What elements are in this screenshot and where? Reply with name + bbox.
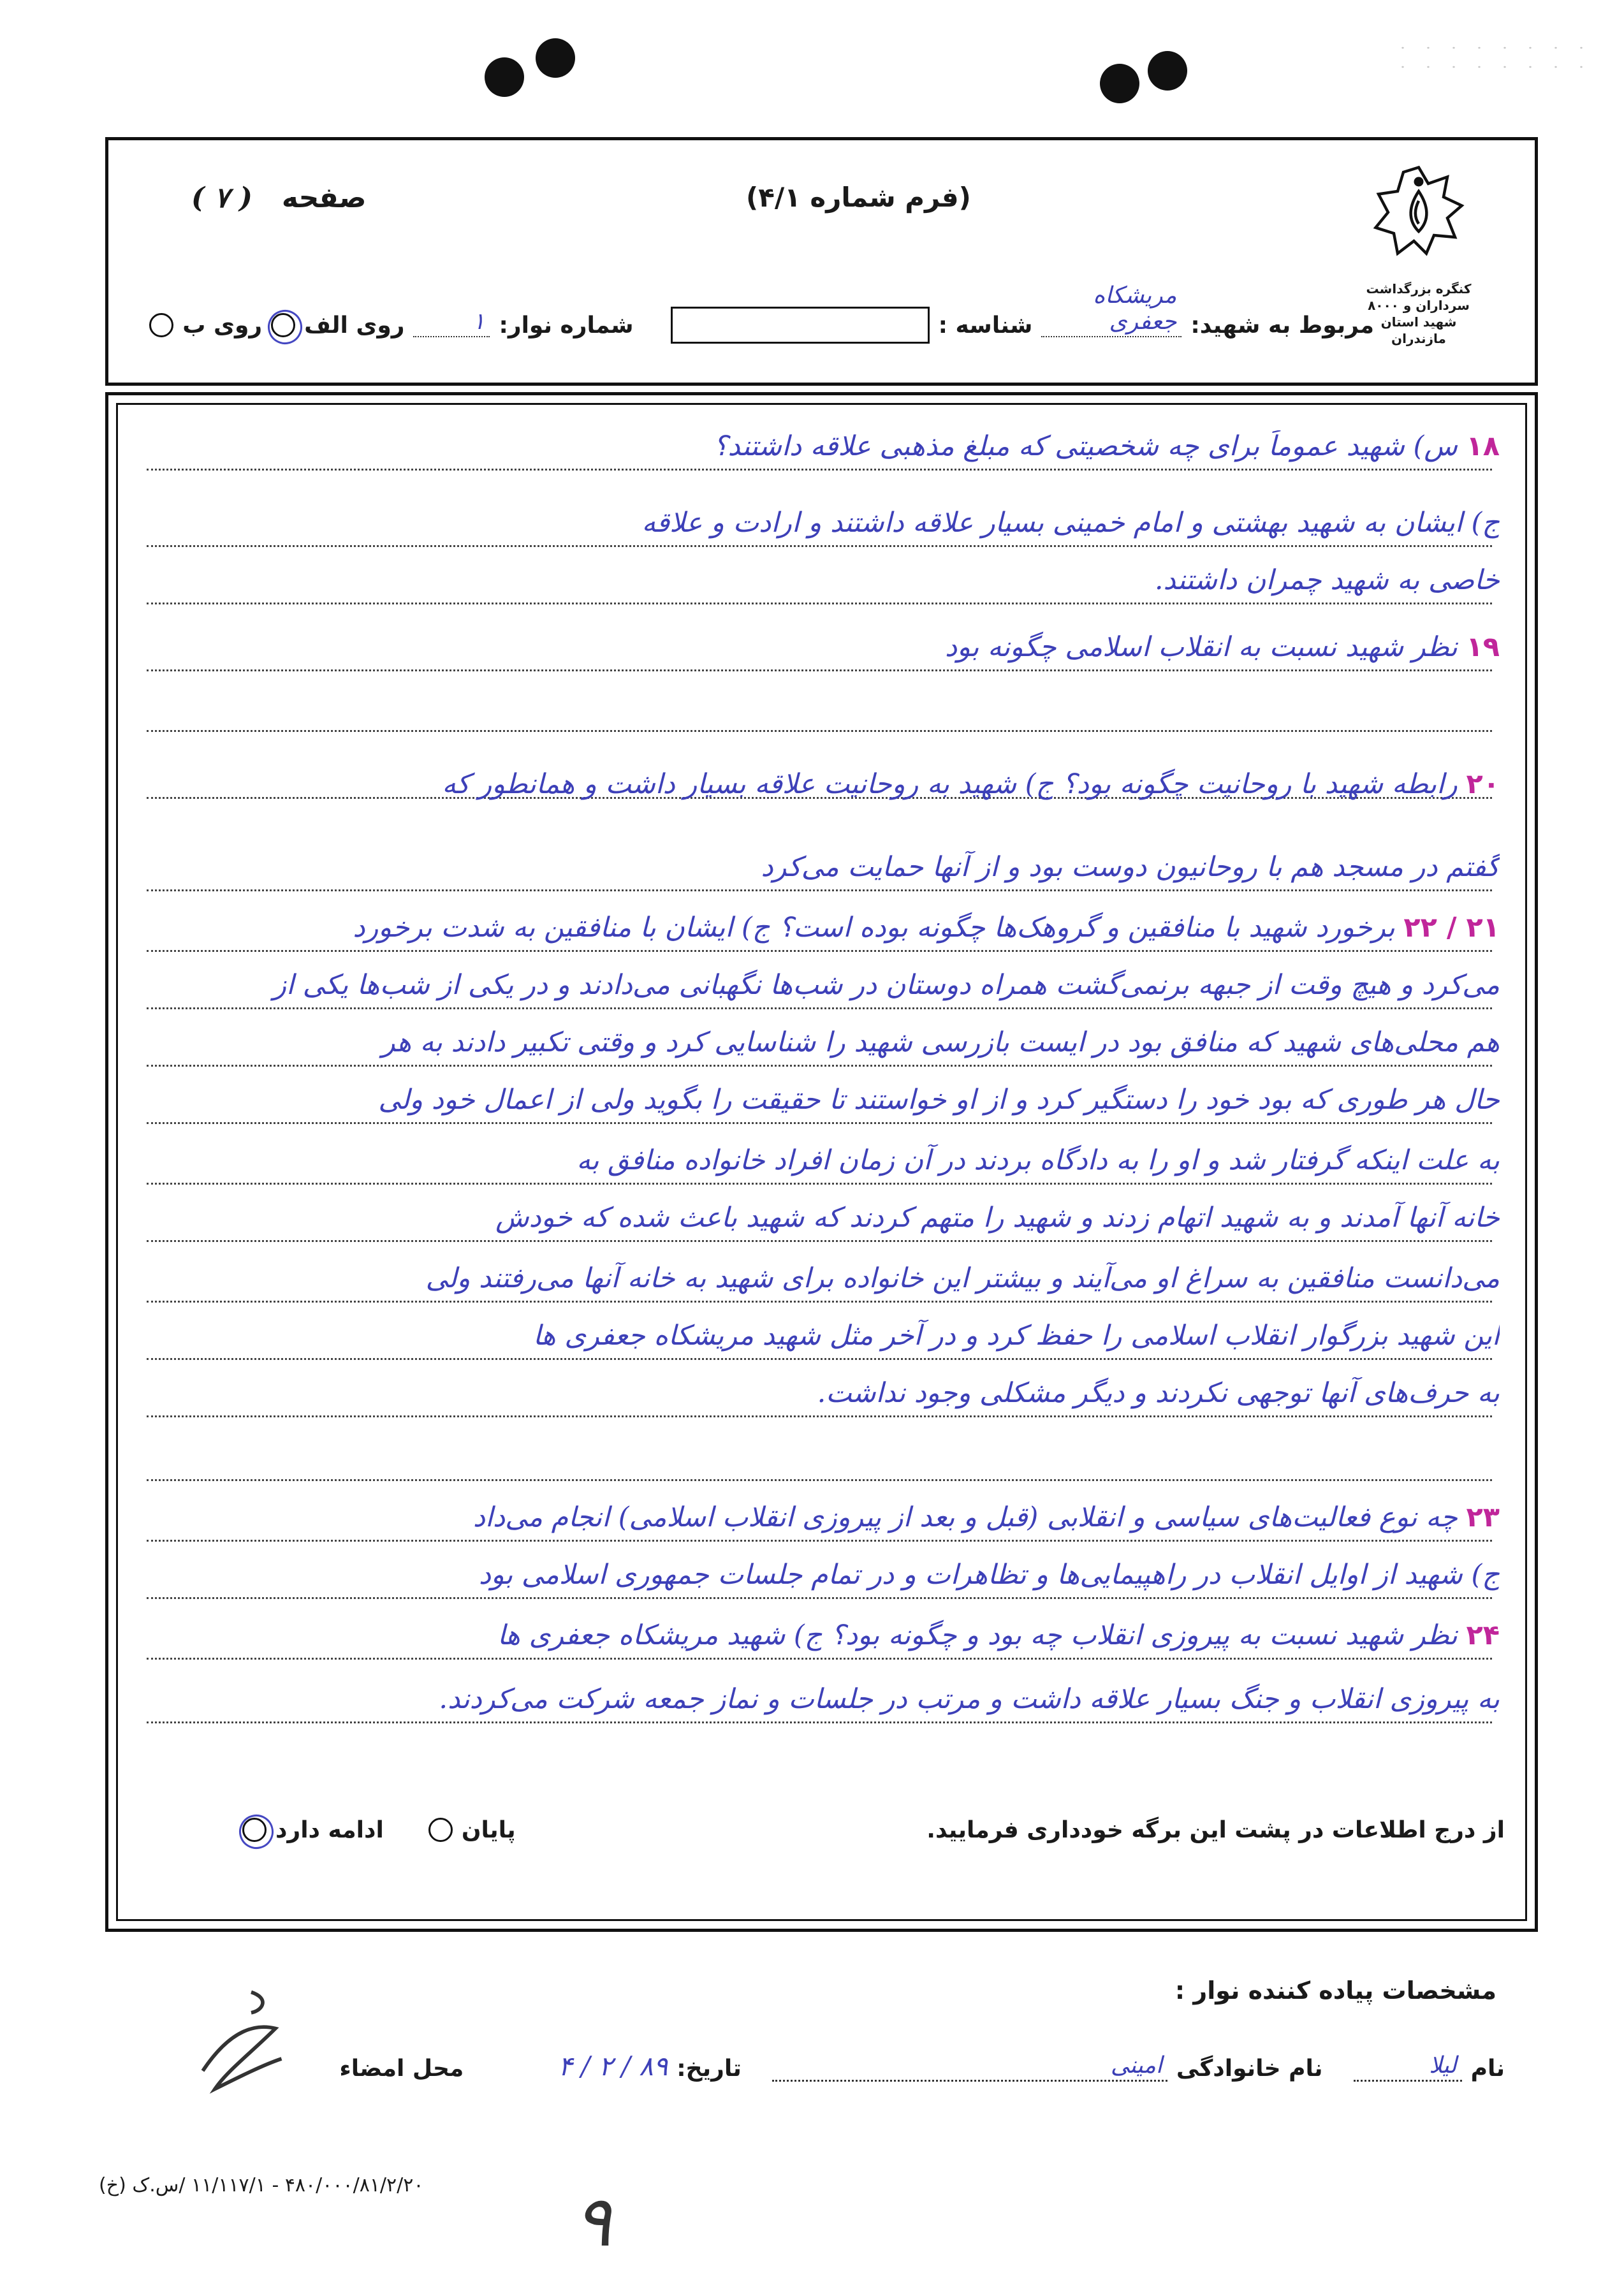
answer-line: خانه آنها آمدند و به شهید اتهام زدند و شهید را متهم کردند که شهید باعث شده که خودش (495, 1202, 1500, 1234)
ruled-line (147, 1721, 1492, 1723)
first-name-value: لیلا (1429, 2052, 1457, 2079)
end-radio[interactable] (428, 1818, 453, 1842)
answer-line: این شهید بزرگوار انقلاب اسلامی را حفظ کرد و در آخر مثل شهید مریشکاه جعفری ها (532, 1320, 1500, 1352)
first-name-field[interactable] (1354, 2054, 1462, 2082)
answer-line: به پیروزی انقلاب و جنگ بسیار علاقه داشت و مرتب در جلسات و نماز جمعه شرکت می‌کردند. (439, 1683, 1500, 1715)
page-handwritten-number: ۹ (574, 2181, 612, 2262)
ruled-line (147, 1358, 1492, 1360)
answer-line: ج) شهید از اوایل انقلاب در راهپیمایی‌ها و تظاهرات و در تمام جلسات جمهوری اسلامی بود (478, 1559, 1500, 1591)
continue-label: ادامه دارد (275, 1816, 384, 1843)
page-label: صفحه ( ۷ ) (191, 182, 367, 214)
notice-text: از درج اطلاعات در پشت این برگه خودداری فرمایید. (926, 1816, 1505, 1843)
form-number: (فرم شماره ۴/۱) (746, 182, 971, 213)
martyr-name: مریشکاه جعفری (1093, 282, 1177, 335)
ruled-line (147, 1479, 1492, 1481)
answer-line: هم محلی‌های شهید که منافق بود در ایست بازرسی شهید را شناسایی کرد و وقتی تکبیر دادند به هر (381, 1027, 1500, 1058)
ruled-line (147, 1007, 1492, 1009)
tape-number-field[interactable] (413, 309, 490, 337)
ruled-line (147, 1122, 1492, 1124)
answer-line: می‌دانست منافقین به سراغ او می‌آیند و بیشتر این خانواده برای شهید به خانه آنها می‌رفتند ولی (425, 1262, 1500, 1294)
signature-scribble (179, 1983, 300, 2110)
id-label: شناسه : (938, 312, 1033, 339)
ruled-line (147, 1597, 1492, 1599)
last-name-label: نام خانوادگی (1176, 2056, 1323, 2082)
ruled-line (147, 1183, 1492, 1185)
signature-label: محل امضاء (339, 2056, 464, 2082)
side-a-label: روی الف (304, 312, 405, 339)
form-footer-row (242, 1811, 1505, 1849)
answer-line: به علت اینکه گرفتار شد و او را به دادگاه بردند در آن زمان افراد خانواده منافق به (576, 1144, 1500, 1176)
logo-icon (1371, 163, 1467, 258)
answer-line: ۱۹ نظر شهید نسبت به انقلاب اسلامی چگونه بود (945, 631, 1500, 663)
ruled-line (147, 1065, 1492, 1067)
id-box[interactable] (671, 307, 930, 344)
martyr-name-field[interactable] (1041, 282, 1181, 337)
org-name: کنگره بزرگداشت سرداران و ۸۰۰۰ شهید استان مازندران (1366, 281, 1472, 346)
answer-line: ج) ایشان به شهید بهشتی و امام خمینی بسیار علاقه داشتند و ارادت و علاقه (641, 507, 1500, 539)
answer-line: ۲۰ رابطه شهید با روحانیت چگونه بود؟ ج) شهید به روحانیت علاقه بسیار داشت و همانطور که (442, 768, 1500, 800)
answer-line: ۲۳ چه نوع فعالیت‌های سیاسی و انقلابی (قبل و بعد از پیروزی انقلاب اسلامی) انجام می‌داد (472, 1502, 1500, 1533)
page-number: ( ۷ ) (191, 182, 252, 214)
answer-line: ۱۸ س) شهید عموماً برای چه شخصیتی که مبلغ مذهبی علاقه داشتند؟ (713, 430, 1500, 462)
ruled-line (147, 1240, 1492, 1242)
punch-hole (1100, 64, 1139, 103)
header-fields-row (131, 282, 1374, 344)
tape-label: شماره نوار: (499, 312, 634, 339)
ruled-line (147, 1658, 1492, 1660)
continue-radio[interactable] (242, 1818, 267, 1842)
date-value: ۸۹ / ۲ / ۴ (558, 2050, 668, 2082)
ruled-line (147, 889, 1492, 891)
ruled-line (147, 669, 1492, 671)
answer-line: به حرف‌های آنها توجهی نکردند و دیگر مشکلی وجود نداشت. (817, 1377, 1500, 1409)
punch-hole (536, 38, 575, 78)
side-a-radio[interactable] (271, 313, 295, 337)
scan-noise (1390, 38, 1594, 77)
ruled-line (147, 603, 1492, 604)
form-code: (خ) ۴۸۰/۰۰۰/۸۱/۲/۲۰ - ۱۱/۱۱۷/۱ /س.ک (99, 2174, 424, 2196)
transcriber-fields-row (166, 2043, 1505, 2082)
ruled-line (147, 545, 1492, 547)
answer-line: ۲۴ نظر شهید نسبت به پیروزی انقلاب چه بود و چگونه بود؟ ج) شهید مریشکاه جعفری ها (497, 1619, 1500, 1651)
answer-line: حال هر طوری که بود خود را دستگیر کرد و از او خواستند تا حقیقت را بگوید ولی از اعمال خود ولی (378, 1084, 1500, 1116)
ruled-line (147, 730, 1492, 732)
end-label: پایان (461, 1816, 516, 1843)
ruled-line (147, 950, 1492, 952)
ruled-line (147, 1415, 1492, 1417)
side-b-radio[interactable] (149, 313, 173, 337)
ruled-line (147, 1301, 1492, 1303)
first-name-label: نام (1470, 2056, 1505, 2082)
punch-hole (1148, 51, 1187, 91)
ruled-line (147, 469, 1492, 471)
punch-hole (485, 57, 524, 97)
answer-line: می‌کرد و هیچ وقت از جبهه برنمی‌گشت همراه دوستان در شب‌ها نگهبانی می‌دادند و در یکی از شب‌ها یکی از (273, 969, 1500, 1001)
answer-line: گفتم در مسجد هم با روحانیون دوست بود و از آنها حمایت می‌کرد (761, 851, 1500, 883)
transcriber-title: مشخصات پیاده کننده نوار : (1174, 1976, 1496, 2005)
side-b-label: روی ب (182, 312, 263, 339)
answer-line: ۲۱ / ۲۲ برخورد شهید با منافقین و گروهک‌ها چگونه بوده است؟ ج) ایشان با منافقین به شدت برخورد (353, 912, 1500, 944)
header-frame (105, 137, 1538, 386)
martyr-label: مربوط به شهید: (1190, 312, 1374, 339)
last-name-field[interactable] (772, 2054, 1167, 2082)
answer-line: خاصی به شهید چمران داشتند. (1154, 564, 1500, 596)
ruled-line (147, 1540, 1492, 1542)
tape-number: ۱ (472, 309, 485, 335)
last-name-value: امینی (1110, 2052, 1162, 2079)
date-label: تاریخ: (677, 2056, 742, 2082)
